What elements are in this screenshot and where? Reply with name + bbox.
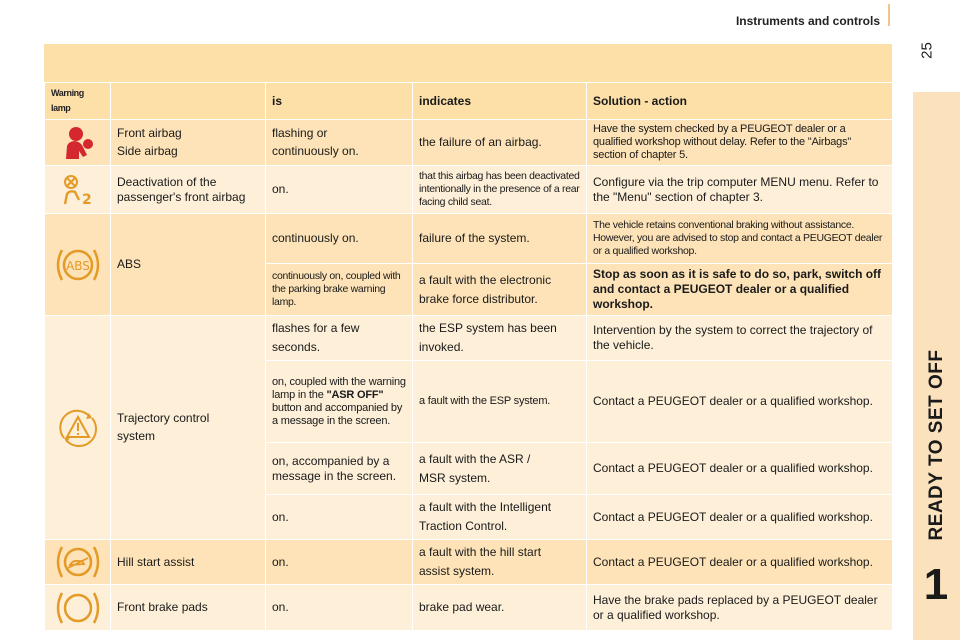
lamp-solution: Stop as soon as it is safe to do so, park, switch off and contact a PEUGEOT dealer or a qualified workshop. — [587, 264, 893, 316]
lamp-indicates: brake pad wear. — [413, 585, 587, 631]
lamp-solution: Contact a PEUGEOT dealer or a qualified workshop. — [587, 540, 893, 585]
lamp-state: on, coupled with the warning lamp in the "ASR OFF" button and accompanied by a message in the screen. — [266, 361, 413, 443]
lamp-solution: Configure via the trip computer MENU menu. Refer to the "Menu" section of chapter 3. — [587, 166, 893, 214]
lamp-state: on. — [266, 540, 413, 585]
table-row-hill-start — [45, 540, 893, 585]
lamp-state: on. — [266, 495, 413, 540]
column-header-warning-lamp: Warning lamp — [45, 83, 111, 120]
lamp-state: continuously on, coupled with the parking brake warning lamp. — [266, 264, 413, 316]
lamp-name: Front airbag Side airbag — [111, 120, 266, 166]
lamp-solution: The vehicle retains conventional braking without assistance. However, you are advised to stop and contact a PEUGEOT dealer or a qualified workshop. — [587, 214, 893, 264]
abs-warning-icon — [56, 246, 100, 284]
lamp-indicates: a fault with the electronic brake force distributor. — [413, 264, 587, 316]
chapter-title: READY TO SET OFF — [926, 349, 947, 541]
lamp-name: Deactivation of the passenger's front airbag — [111, 166, 266, 214]
lamp-indicates: failure of the system. — [413, 214, 587, 264]
lamp-cell — [45, 540, 111, 585]
lamp-name: Trajectory control system — [111, 316, 266, 540]
page-number: 25 — [918, 42, 936, 59]
passenger-airbag-off-icon — [61, 174, 95, 206]
lamp-cell — [45, 214, 111, 316]
lamp-state: on, accompanied by a message in the screen. — [266, 443, 413, 495]
lamp-solution: Contact a PEUGEOT dealer or a qualified workshop. — [587, 361, 893, 443]
lamp-indicates: the failure of an airbag. — [413, 120, 587, 166]
column-header-indicates: indicates — [413, 83, 587, 120]
table-row-esp — [45, 316, 893, 361]
lamp-state: flashes for a few seconds. — [266, 316, 413, 361]
lamp-solution: Contact a PEUGEOT dealer or a qualified workshop. — [587, 495, 893, 540]
column-header-is: is — [266, 83, 413, 120]
lamp-indicates: a fault with the hill start assist system. — [413, 540, 587, 585]
lamp-name: Front brake pads — [111, 585, 266, 631]
lamp-indicates: a fault with the Intelligent Traction Control. — [413, 495, 587, 540]
lamp-indicates: a fault with the ASR / MSR system. — [413, 443, 587, 495]
table-row-airbag — [45, 120, 893, 166]
table-top-band — [44, 44, 892, 82]
lamp-state: flashing or continuously on. — [266, 120, 413, 166]
table-row-abs — [45, 214, 893, 264]
table-row-brake-pads — [45, 585, 893, 631]
trajectory-control-warning-icon — [58, 408, 98, 448]
lamp-cell — [45, 166, 111, 214]
lamp-solution: Have the system checked by a PEUGEOT dealer or a qualified workshop without delay. Refer to the "Airbags" section of chapter 5. — [587, 120, 893, 166]
lamp-cell — [45, 316, 111, 540]
lamp-indicates: that this airbag has been deactivated intentionally in the presence of a rear facing child seat. — [413, 166, 587, 214]
lamp-state: on. — [266, 166, 413, 214]
brake-pads-wear-icon — [56, 590, 100, 626]
lamp-name: ABS — [111, 214, 266, 316]
table-header-row — [45, 83, 893, 120]
table-row-passenger-airbag — [45, 166, 893, 214]
lamp-solution: Contact a PEUGEOT dealer or a qualified workshop. — [587, 443, 893, 495]
airbag-warning-icon — [61, 125, 95, 161]
lamp-state: continuously on. — [266, 214, 413, 264]
lamp-indicates: the ESP system has been invoked. — [413, 316, 587, 361]
lamp-solution: Intervention by the system to correct the trajectory of the vehicle. — [587, 316, 893, 361]
chapter-number: 1 — [923, 560, 949, 609]
header-divider — [888, 4, 890, 26]
svg-text:2: 2 — [81, 191, 92, 206]
lamp-cell — [45, 585, 111, 631]
hill-start-assist-icon — [56, 544, 100, 580]
lamp-indicates: a fault with the ESP system. — [413, 361, 587, 443]
section-title: Instruments and controls — [735, 14, 880, 28]
lamp-state: on. — [266, 585, 413, 631]
lamp-name: Hill start assist — [111, 540, 266, 585]
lamp-cell — [45, 120, 111, 166]
column-header-name — [111, 83, 266, 120]
column-header-solution: Solution - action — [587, 83, 893, 120]
warning-lamps-table — [44, 44, 892, 622]
asr-off-button-label: "ASR OFF" — [326, 388, 384, 401]
lamp-solution: Have the brake pads replaced by a PEUGEOT dealer or a qualified workshop. — [587, 585, 893, 631]
abs-icon-text: ABS — [65, 258, 90, 273]
